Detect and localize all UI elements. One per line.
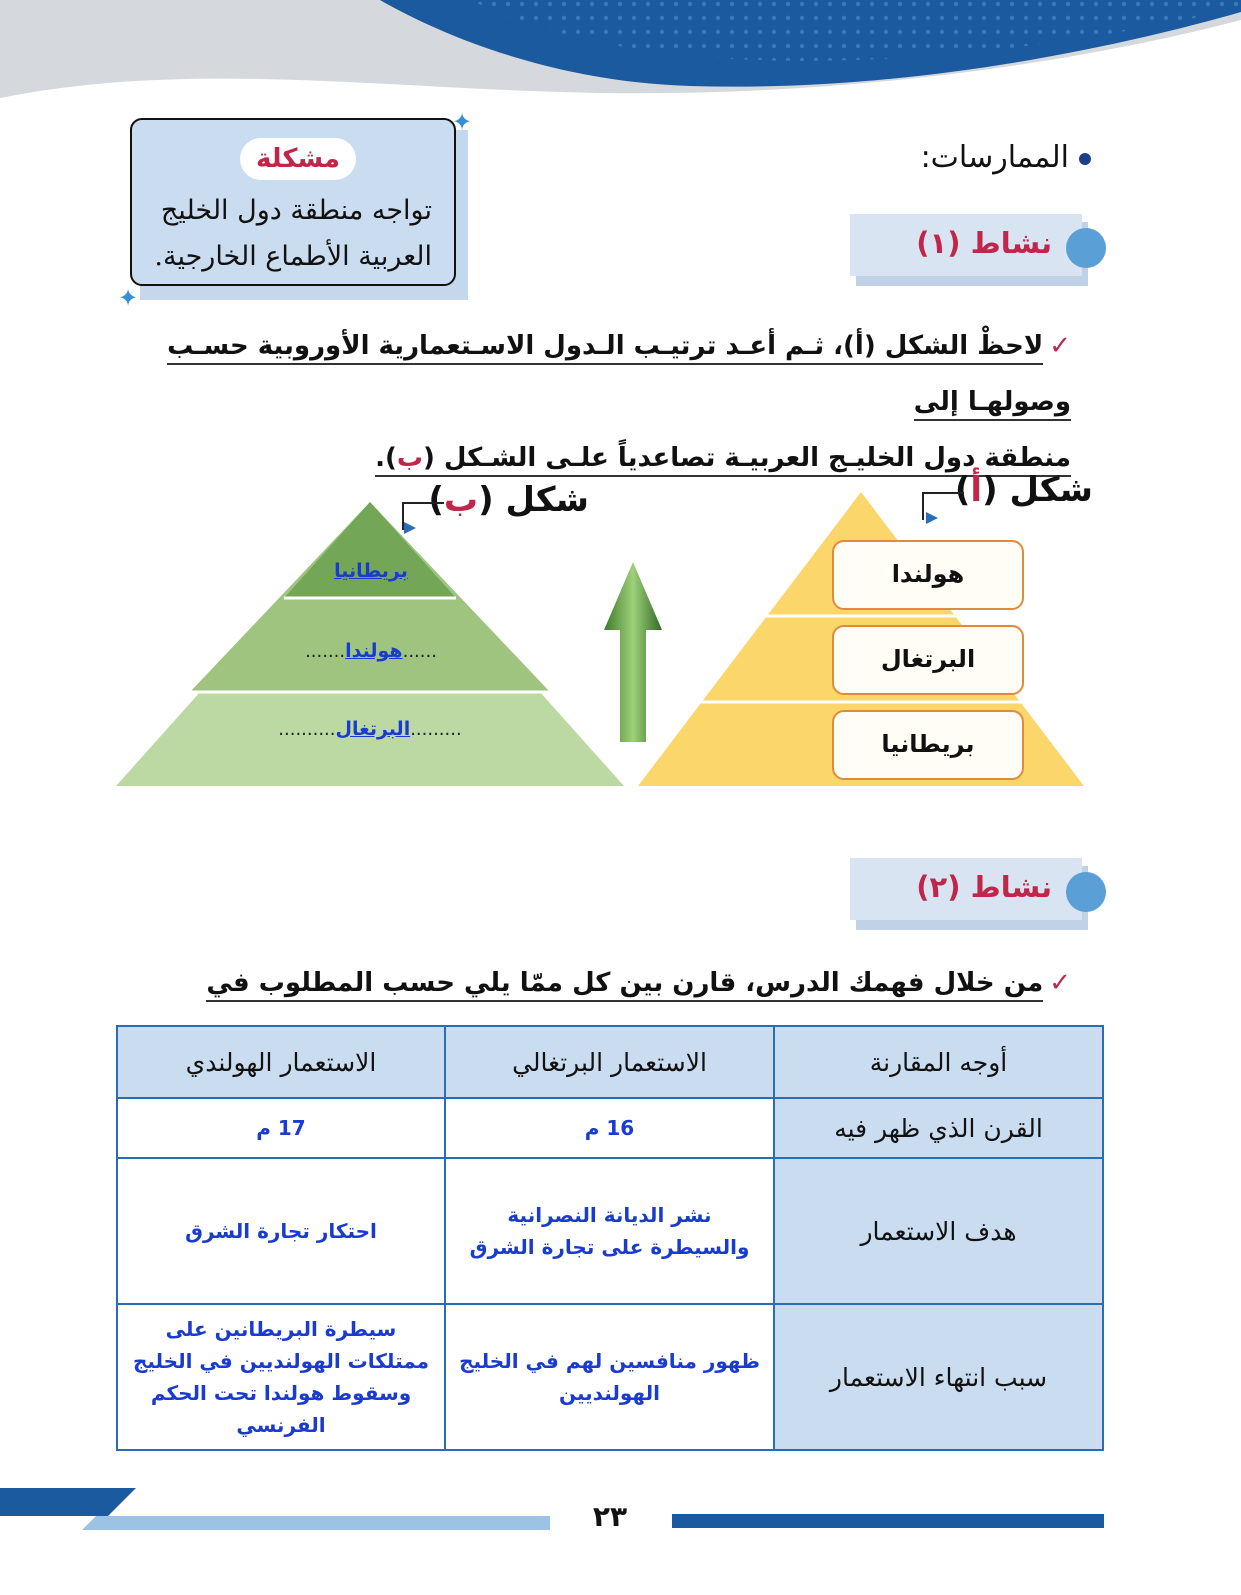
page-number: ٢٣ bbox=[592, 1500, 628, 1533]
table-row bbox=[117, 1304, 1103, 1450]
figure-b-answer: بريطانيا bbox=[334, 560, 408, 582]
table-cell-dutch: سيطرة البريطانين على ممتلكات الهولنديين في الخليج وسقوط هولندا تحت الحكم الفرنسي bbox=[117, 1304, 445, 1450]
instruction-1 bbox=[111, 318, 1071, 486]
figure-a-label: شكل (أ) bbox=[954, 470, 1093, 510]
activity-2-banner bbox=[850, 858, 1100, 928]
figure-a-item: البرتغال bbox=[832, 625, 1024, 695]
problem-box bbox=[118, 108, 473, 312]
activity-2-label: نشاط (٢) bbox=[916, 870, 1052, 904]
instruction-1-line-1: ✓لاحظْ الشكل (أ)، ثـم أعـد ترتيـب الـدول الاسـتعمارية الأوروبية حسـب وصولهـا إلى bbox=[111, 318, 1071, 430]
footer-decoration bbox=[0, 1488, 550, 1530]
arrow-icon bbox=[926, 512, 938, 524]
practices-title: الممارسات: bbox=[921, 140, 1091, 175]
footer-bar bbox=[672, 1514, 1104, 1528]
sparkle-icon: ✦ bbox=[118, 284, 139, 312]
table-header-row bbox=[117, 1026, 1103, 1098]
checkmark-icon: ✓ bbox=[1049, 968, 1071, 998]
table-cell-dutch: 17 م bbox=[117, 1098, 445, 1158]
table-cell-portuguese: 16 م bbox=[445, 1098, 774, 1158]
figure-b-answer: .......هولندا...... bbox=[305, 640, 437, 662]
circle-icon bbox=[1066, 872, 1106, 912]
table-row bbox=[117, 1158, 1103, 1304]
problem-badge: مشكلة bbox=[240, 138, 356, 180]
figure-b-label: شكل (ب) bbox=[428, 480, 589, 520]
table-cell-portuguese: نشر الديانة النصرانية والسيطرة على تجارة الشرق bbox=[445, 1158, 774, 1304]
table-row-aspect: سبب انتهاء الاستعمار bbox=[774, 1304, 1103, 1450]
bullet-icon bbox=[1079, 153, 1091, 165]
table-header: أوجه المقارنة bbox=[774, 1026, 1103, 1098]
problem-line-1: تواجه منطقة دول الخليج bbox=[160, 195, 432, 226]
figure-a-item: بريطانيا bbox=[832, 710, 1024, 780]
problem-box-frame bbox=[130, 118, 456, 286]
instruction-1-line-2: منطقة دول الخليـج العربيـة تصاعدياً علـى الشـكل (ب). bbox=[111, 430, 1071, 486]
activity-1-banner bbox=[850, 214, 1100, 284]
table-cell-portuguese: ظهور منافسين لهم في الخليج الهولنديين bbox=[445, 1304, 774, 1450]
sparkle-icon: ✦ bbox=[452, 108, 473, 136]
problem-line-2: العربية الأطماع الخارجية. bbox=[154, 241, 432, 272]
figure-b-answer: ..........البرتغال......... bbox=[278, 718, 462, 740]
table-row bbox=[117, 1098, 1103, 1158]
circle-icon bbox=[1066, 228, 1106, 268]
arrow-icon bbox=[404, 522, 416, 534]
header-wave-decoration bbox=[0, 0, 1241, 110]
problem-text bbox=[142, 188, 432, 280]
figure-a-item: هولندا bbox=[832, 540, 1024, 610]
comparison-table bbox=[116, 1025, 1104, 1451]
table-row-aspect: هدف الاستعمار bbox=[774, 1158, 1103, 1304]
table-header: الاستعمار البرتغالي bbox=[445, 1026, 774, 1098]
activity-1-label: نشاط (١) bbox=[916, 226, 1052, 260]
table-header: الاستعمار الهولندي bbox=[117, 1026, 445, 1098]
table-cell-dutch: احتكار تجارة الشرق bbox=[117, 1158, 445, 1304]
table-row-aspect: القرن الذي ظهر فيه bbox=[774, 1098, 1103, 1158]
checkmark-icon: ✓ bbox=[1049, 331, 1071, 361]
instruction-2: ✓من خلال فهمك الدرس، قارن بين كل ممّا يلي حسب المطلوب في bbox=[111, 955, 1071, 1067]
